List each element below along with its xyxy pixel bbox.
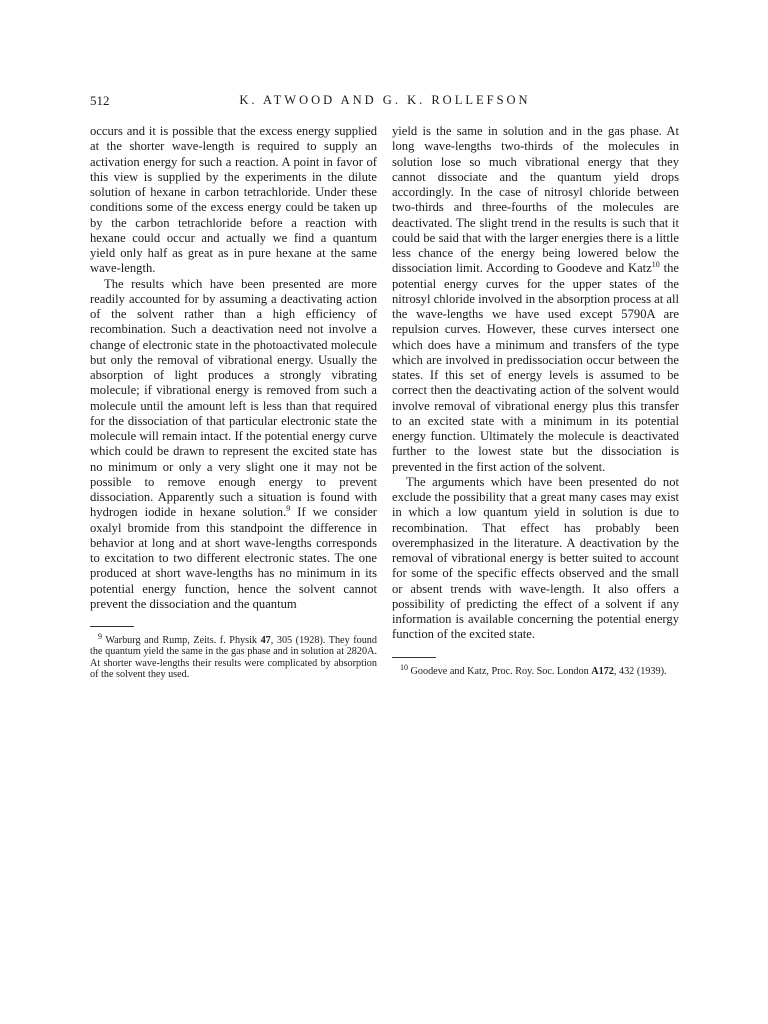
footnote-reference: 10: [651, 260, 660, 270]
paragraph: The arguments which have been presented do not exclude the possibility that a great many cases may exist in which a low quantum yield in solution is due to recombination. That effect has probably been overemphasized in the literature. A deactivation by the removal of vibrational energy is better suited to account for some of the specific effects observed and the small or absent trends with wave-length. It also offers a possibility of predicting the effect of a solvent if any information is available concerning the potential energy function of the excited state.: [392, 474, 679, 642]
footnote-volume: A172: [591, 665, 614, 677]
left-column: [90, 124, 377, 681]
page-number: 512: [90, 93, 110, 108]
footnote-text: , 432 (1939).: [613, 665, 667, 677]
paragraph-text: The results which have been presented are more readily accounted for by assuming a deactivating action of the solvent rather than a high efficiency of recombination. Such a deactivation need not involve a change of electronic state in the photoactivated molecule but only the removal of vibrational energy. Usually the absorption of light produces a strongly vibrating molecule; if vibrational energy is removed from such a molecule until the amount left is less than that required for the dissociation of that particular electronic state the molecule will remain intact. If the potential energy curve which could be drawn to represent the excited state has no minimum or only a very slight one it may not be possible to remove enough energy to prevent dissociation. Apparently such a situation is found with hydrogen iodide in hexane solution.: [90, 276, 377, 520]
right-column: [392, 124, 679, 677]
paragraph-text: If we consider oxalyl bromide from this standpoint the difference in behavior at long and at short wave-lengths corresponds to excitation to two different electronic states. The one produced at short wave-lengths has no minimum in its potential energy function, hence the solvent cannot prevent the dissociation and the quantum: [90, 505, 377, 611]
footnote-mark: 9: [98, 632, 102, 641]
footnote-mark: 10: [400, 662, 408, 672]
footnote-reference: 9: [286, 504, 291, 514]
footnote: [90, 632, 377, 681]
paragraph: [392, 124, 679, 475]
paragraph: [90, 277, 377, 613]
paragraph-text: the potential energy curves for the upper states of the nitrosyl chloride involved in the absorption process at all the wave-lengths we have used except 5790A are repulsion curves. However, these curves intersect one which does have a minimum and transfers of the type which are involved in predissociation occur between the states. If this set of energy levels is assumed to be correct then the deactivating action of the solvent would involve removal of vibrational energy plus this transfer to an excited state with a minimum in its potential energy function. Ultimately the molecule is deactivated further to the lowest state but the dissociation is prevented in the first action of the solvent.: [392, 261, 679, 474]
running-head: K. ATWOOD AND G. K. ROLLEFSON: [239, 93, 531, 107]
footnote: [392, 662, 679, 677]
footnote-rule: [392, 657, 436, 658]
paragraph: occurs and it is possible that the excess energy supplied at the shorter wave-length is required to supply an activation energy for such a reaction. A point in favor of this view is supplied by the experiments in the dilute solution of hexane in carbon tetrachloride. Under these conditions some of the excess energy could be taken up by the carbon tetrachloride before a reaction with hexane could occur and actually we find a quantum yield only half as great as in pure hexane at the same wave-length.: [90, 124, 377, 276]
footnote-rule: [90, 626, 134, 627]
footnote-volume: 47: [260, 635, 271, 646]
footnote-text: , 305 (1928). They found the quantum yield the same in the gas phase and in solution at 2820A. At shorter wave-lengths their results were complicated by absorption of the solvent they used.: [90, 635, 377, 681]
paragraph-text: yield is the same in solution and in the gas phase. At long wave-lengths two-thirds of the molecules in solution lose so much vibrational energy that they cannot dissociate and the quantum yield drops accordingly. In the case of nitrosyl chloride between two-thirds and three-fourths of the molecules are deactivated. The slight trend in the results is such that it could be said that with the larger energies there is a little less chance of the energy being lowered below the dissociation limit. According to Goodeve and Katz: [392, 124, 679, 276]
footnote-text: Warburg and Rump, Zeits. f. Physik: [105, 635, 261, 646]
footnote-text: Goodeve and Katz, Proc. Roy. Soc. London: [410, 665, 592, 677]
